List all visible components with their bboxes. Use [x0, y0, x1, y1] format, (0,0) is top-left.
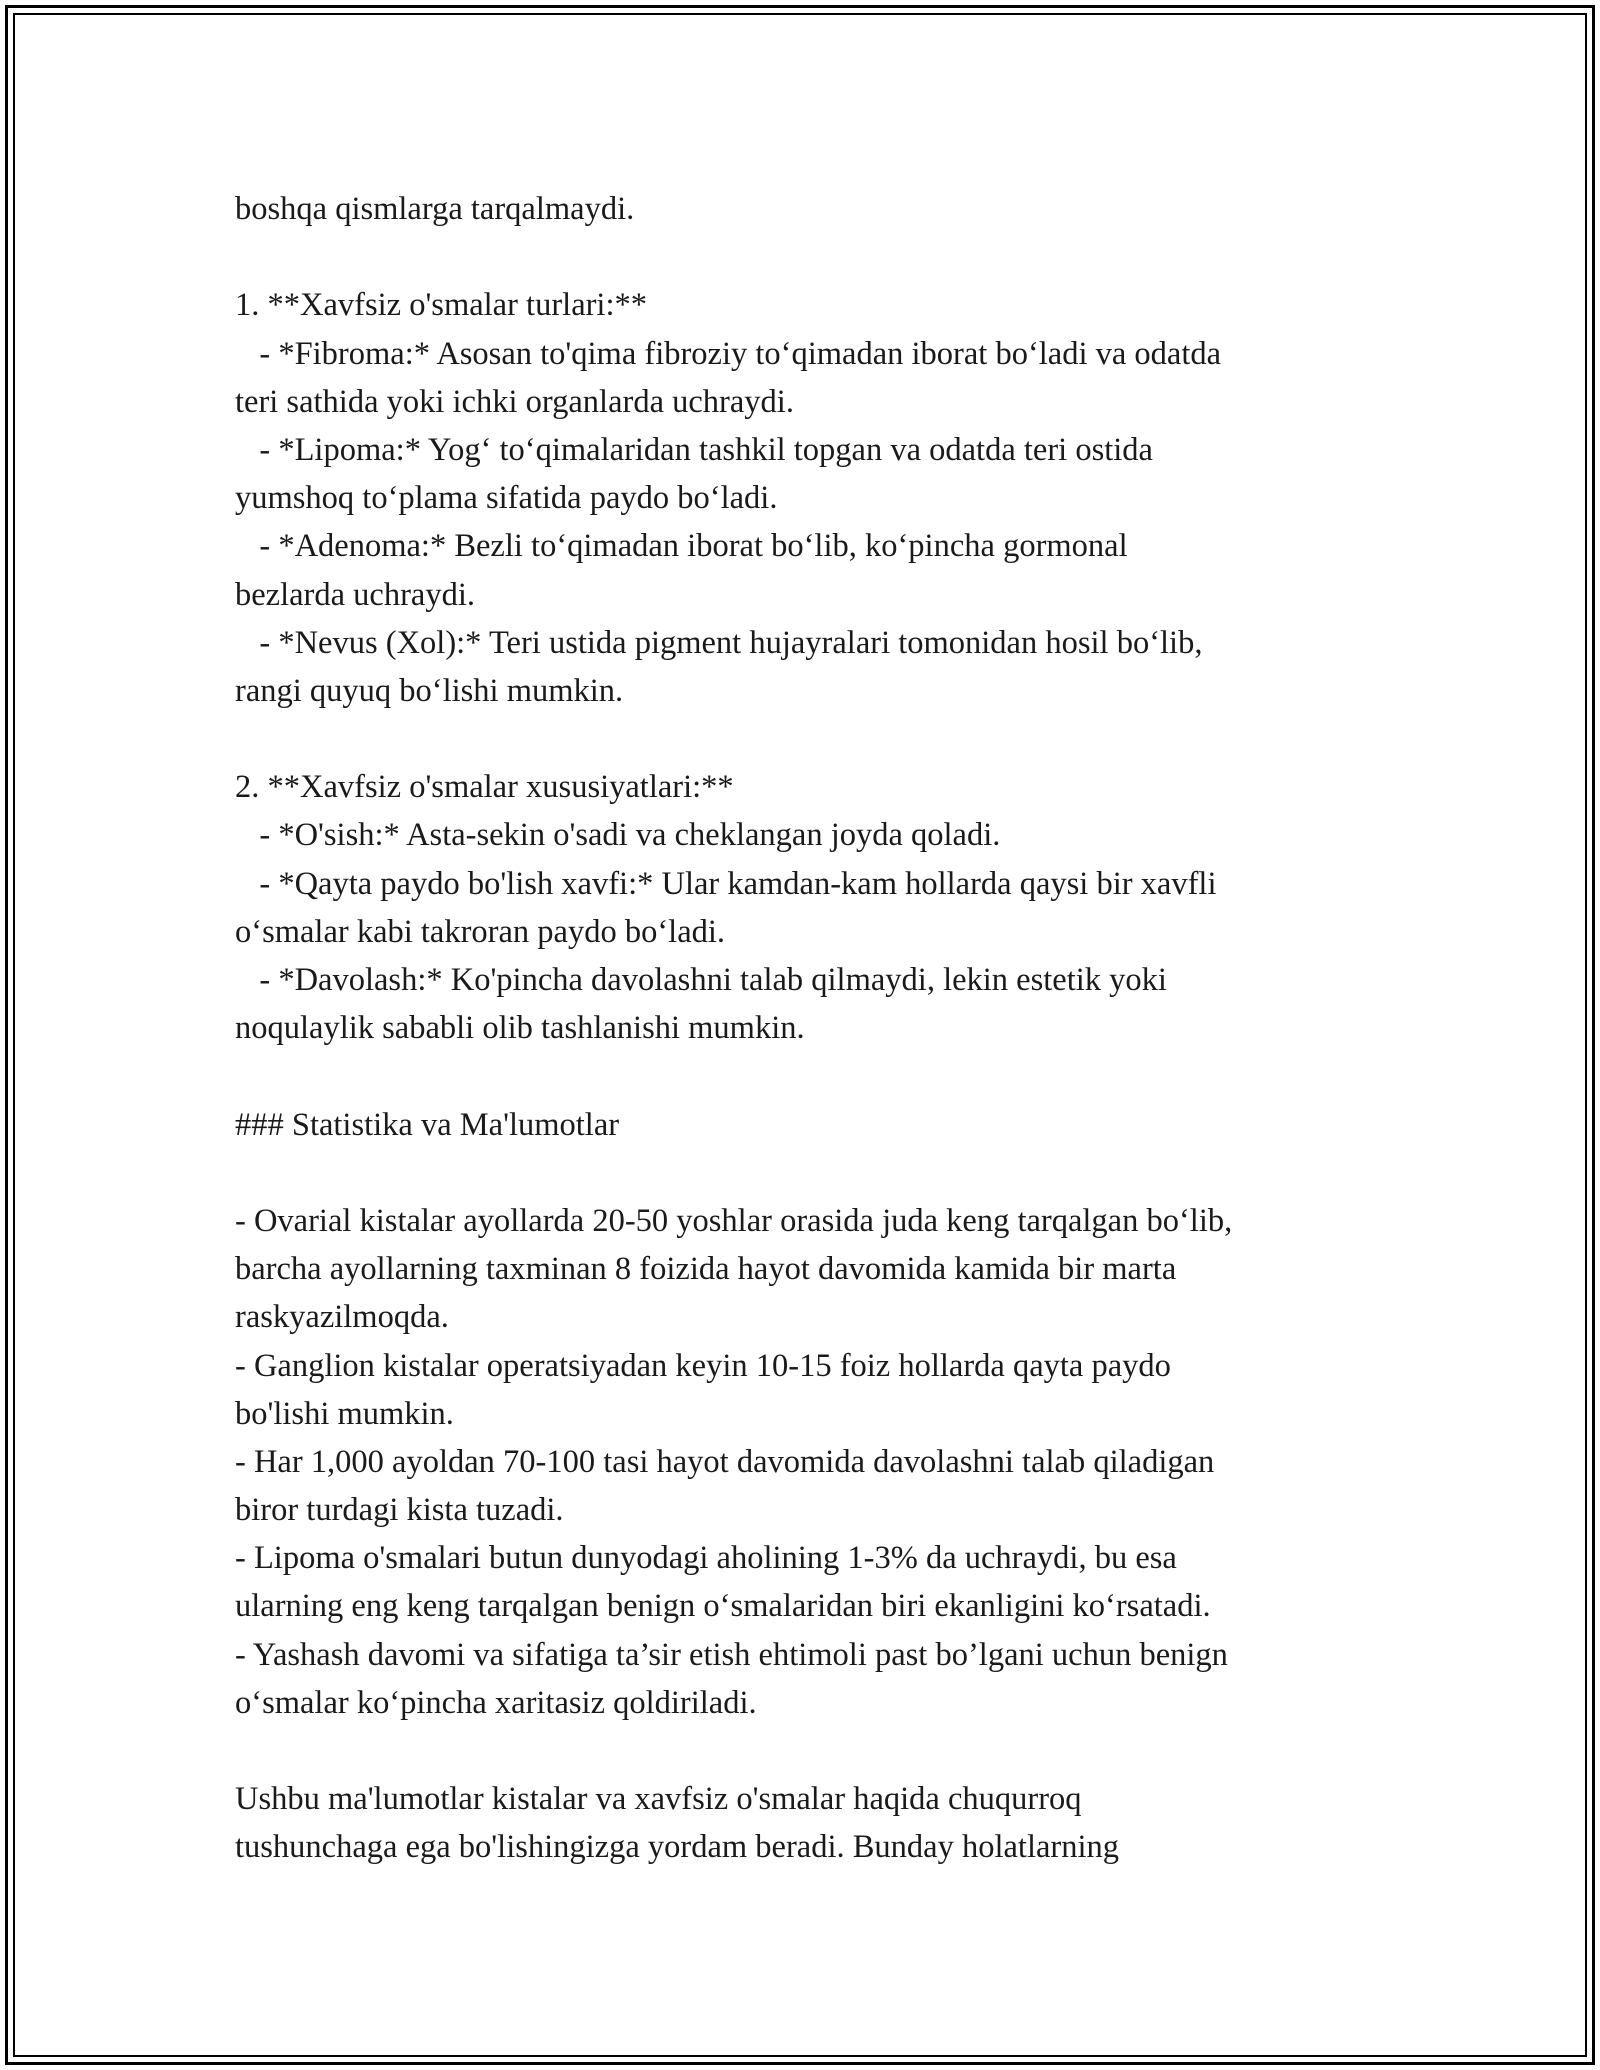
document-body: [235, 185, 1375, 1872]
section-heading: 2. **Xavfsiz o'smalar xususiyatlari:**: [235, 769, 734, 806]
text-line: tushunchaga ega bo'lishingizga yordam beradi. Bunday holatlarning: [235, 1829, 1120, 1866]
list-item: - *Qayta paydo bo'lish xavfi:* Ular kamdan-kam hollarda qaysi bir xavfli: [235, 865, 1217, 902]
text-line: o‘smalar kabi takroran paydo bo‘ladi.: [235, 913, 726, 950]
list-item: - *Davolash:* Ko'pincha davolashni talab qilmaydi, lekin estetik yoki: [235, 962, 1167, 998]
list-item: - *Lipoma:* Yog‘ to‘qimalaridan tashkil topgan va odatda teri ostida: [235, 431, 1153, 468]
list-item: - Lipoma o'smalari butun dunyodagi aholining 1-3% da uchraydi, bu esa: [235, 1540, 1177, 1577]
section-heading: 1. **Xavfsiz o'smalar turlari:**: [235, 287, 647, 324]
blank-line: [235, 233, 1375, 281]
text-line: Ushbu ma'lumotlar kistalar va xavfsiz o'smalar haqida chuqurroq: [235, 1781, 1082, 1818]
text-line: rangi quyuq bo‘lishi mumkin.: [235, 672, 624, 709]
text-line: noqulaylik sababli olib tashlanishi mumkin.: [235, 1010, 805, 1047]
blank-line: [235, 1727, 1375, 1775]
list-item: - Har 1,000 ayoldan 70-100 tasi hayot davomida davolashni talab qiladigan: [235, 1443, 1215, 1480]
blank-line: [235, 1052, 1375, 1100]
list-item: - *O'sish:* Asta-sekin o'sadi va cheklangan joyda qoladi.: [235, 817, 1001, 854]
text-line: teri sathida yoki ichki organlarda uchraydi.: [235, 383, 794, 420]
blank-line: [235, 1149, 1375, 1197]
list-item: - Yashash davomi va sifatiga ta’sir etish ehtimoli past bo’lgani uchun benign: [235, 1636, 1228, 1673]
list-item: - *Adenoma:* Bezli to‘qimadan iborat bo‘lib, ko‘pincha gormonal: [235, 528, 1128, 565]
list-item: - *Nevus (Xol):* Teri ustida pigment hujayralari tomonidan hosil bo‘lib,: [235, 624, 1203, 661]
text-line: boshqa qismlarga tarqalmaydi.: [235, 191, 635, 227]
text-line: bo'lishi mumkin.: [235, 1395, 454, 1432]
text-line: raskyazilmoqda.: [235, 1299, 449, 1336]
blank-line: [235, 715, 1375, 763]
list-item: - Ganglion kistalar operatsiyadan keyin 10-15 foiz hollarda qayta paydo: [235, 1347, 1171, 1384]
list-item: - *Fibroma:* Asosan to'qima fibroziy to‘qimadan iborat bo‘ladi va odatda: [235, 335, 1222, 372]
text-line: barcha ayollarning taxminan 8 foizida hayot davomida kamida bir marta: [235, 1251, 1177, 1288]
text-line: bezlarda uchraydi.: [235, 576, 476, 613]
section-heading: ### Statistika va Ma'lumotlar: [235, 1106, 620, 1143]
text-line: o‘smalar ko‘pincha xaritasiz qoldiriladi.: [235, 1684, 757, 1721]
text-line: biror turdagi kista tuzadi.: [235, 1492, 564, 1529]
list-item: - Ovarial kistalar ayollarda 20-50 yoshlar orasida juda keng tarqalgan bo‘lib,: [235, 1202, 1233, 1239]
text-line: ularning eng keng tarqalgan benign o‘smalaridan biri ekanligini ko‘rsatadi.: [235, 1588, 1211, 1625]
text-line: yumshoq to‘plama sifatida paydo bo‘ladi.: [235, 480, 778, 517]
